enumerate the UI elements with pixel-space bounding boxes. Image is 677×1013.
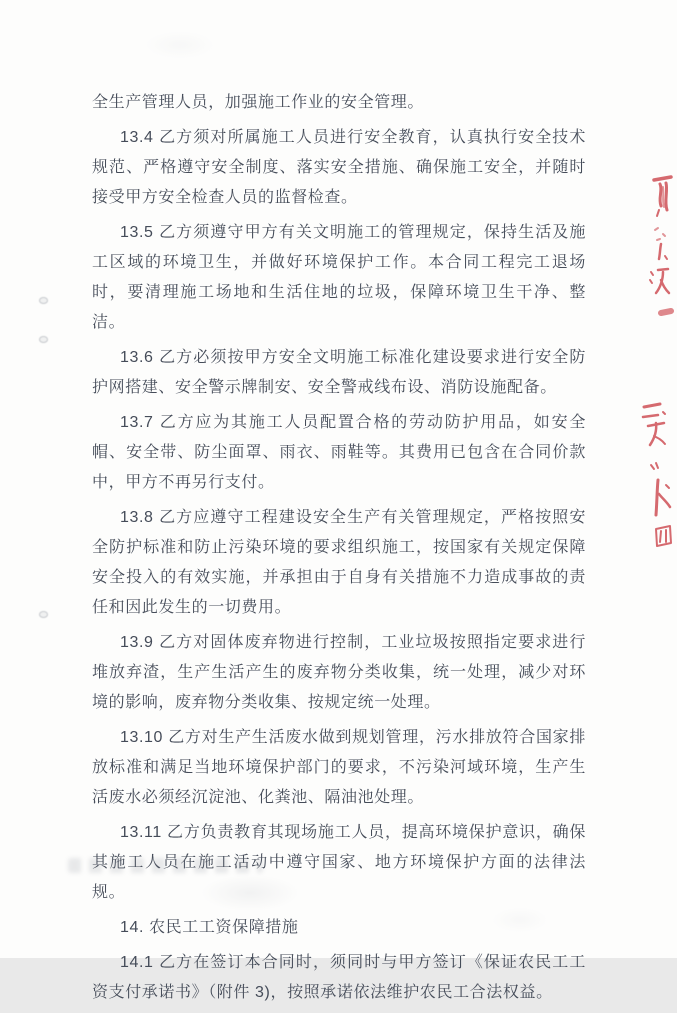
red-seal-fragments <box>630 160 677 570</box>
contract-paragraph: 14. 农民工工资保障措施 <box>120 919 299 936</box>
contract-paragraph: 13.8 乙方应遵守工程建设安全生产有关管理规定，严格按照安全防护标准和防止污染环境的要求组织施工，按国家有关规定保障安全投入的有效实施，并承担由于自身有关措施不力造成事故的责任和因此发生的一切费用。 <box>92 509 586 616</box>
contract-paragraph: 13.9 乙方对固体废弃物进行控制，工业垃圾按照指定要求进行堆放弃渣，生产生活产生的废弃物分类收集，统一处理，减少对环境的影响，废弃物分类收集、按规定统一处理。 <box>92 634 586 711</box>
ink-bleedthrough <box>68 858 263 873</box>
contract-paragraph: 13.4 乙方须对所属施工人员进行安全教育，认真执行安全技术规范、严格遵守安全制度、落实安全措施、确保施工安全，并随时接受甲方安全检查人员的监督检查。 <box>92 129 586 206</box>
seal-strokes <box>643 177 671 546</box>
contract-paragraph: 13.11 乙方负责教育其现场施工人员，提高环境保护意识，确保其施工人员在施工活动中遵守国家、地方环境保护方面的法律法规。 <box>92 824 586 901</box>
scan-speck <box>39 611 48 618</box>
contract-paragraph: 13.5 乙方须遵守甲方有关文明施工的管理规定，保持生活及施工区域的环境卫生，并做好环境保护工作。本合同工程完工退场时，要清理施工场地和生活住地的垃圾，保障环境卫生干净、整洁。 <box>92 224 586 331</box>
contract-paragraph: 13.7 乙方应为其施工人员配置合格的劳动防护用品，如安全帽、安全带、防尘面罩、雨衣、雨鞋等。其费用已包含在合同价款中，甲方不再另行支付。 <box>92 414 586 491</box>
scan-speck <box>39 336 48 343</box>
contract-paragraph: 全生产管理人员，加强施工作业的安全管理。 <box>92 94 425 111</box>
contract-text-block <box>92 88 586 1013</box>
contract-paragraph: 13.10 乙方对生产生活废水做到规划管理，污水排放符合国家排放标准和满足当地环境保护部门的要求，不污染河域环境，生产生活废水必须经沉淀池、化粪池、隔油池处理。 <box>92 729 586 806</box>
contract-paragraph: 13.6 乙方必须按甲方安全文明施工标准化建设要求进行安全防护网搭建、安全警示牌制安、安全警戒线布设、消防设施配备。 <box>92 349 586 396</box>
scan-speck <box>39 297 48 304</box>
contract-paragraph: 14.1 乙方在签订本合同时，须同时与甲方签订《保证农民工工资支付承诺书》（附件 3)，按照承诺依法维护农民工合法权益。 <box>92 954 586 1001</box>
